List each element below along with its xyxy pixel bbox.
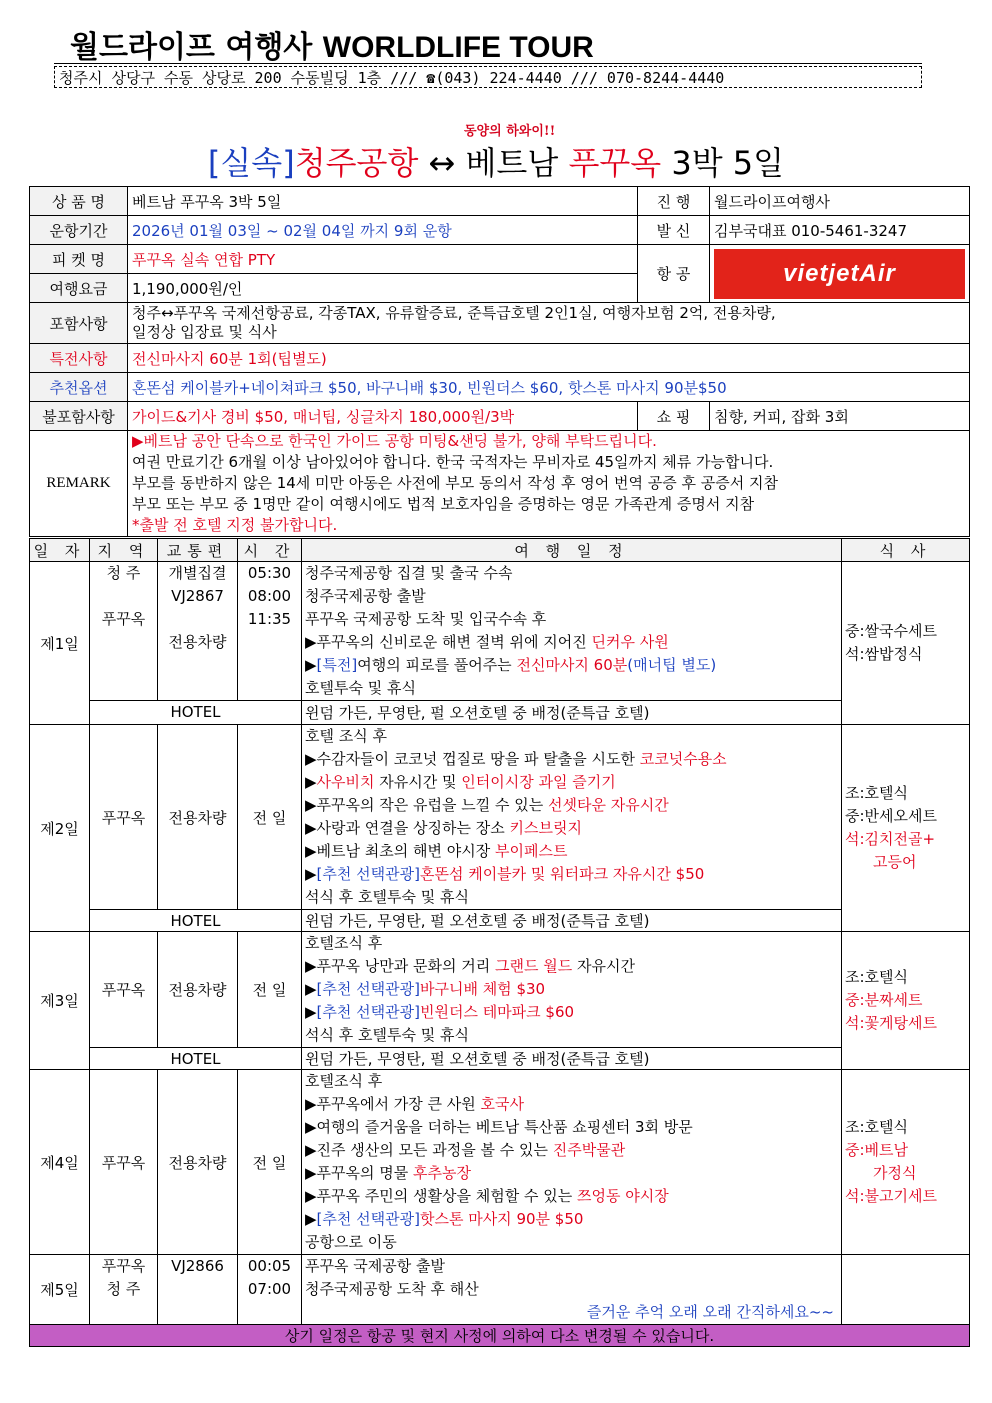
price-value: 1,190,000원/인 [128, 274, 638, 303]
remark-value [128, 431, 970, 537]
day5-meal [842, 1255, 970, 1325]
day3-hotel-row [30, 1048, 970, 1070]
day4-item-7: ▶[추천 선택관광]핫스톤 마사지 90분 $50 [305, 1210, 584, 1228]
header-schedule: 여 행 일 정 [302, 539, 842, 562]
special-label: 특전사항 [30, 344, 128, 373]
vietjet-logo: vietjetAir [714, 249, 965, 299]
product-value: 베트남 푸꾸옥 3박 5일 [128, 187, 638, 216]
day2-item-6: ▶베트남 최초의 해변 야시장 부이페스트 [305, 842, 568, 860]
day1-meal-lunch: 중:쌀국수세트 [845, 622, 937, 640]
agency-name-ko: 월드라이프 여행사 [70, 30, 313, 65]
period-label: 운항기간 [30, 216, 128, 245]
day3-hotel: 윈덤 가든, 무영탄, 펄 오션호텔 중 배정(준특급 호텔) [302, 1048, 842, 1070]
itinerary-table [29, 538, 970, 1347]
day3-meal-lunch: 중:분짜세트 [845, 991, 923, 1009]
day3-item-3: ▶[추천 선택관광]바구니배 체험 $30 [305, 980, 546, 998]
day3-item-4: ▶[추천 선택관광]빈원더스 테마파크 $60 [305, 1003, 575, 1021]
title-origin: 청주공항 [294, 144, 419, 182]
include-line-1: 청주↔푸꾸옥 국제선항공료, 각종TAX, 유류할증료, 준특급호텔 2인1실, 여행자보험 2억, 전용차량, [132, 304, 776, 322]
operator-label: 진 행 [638, 187, 710, 216]
day2-row [30, 725, 970, 910]
airline-label: 항 공 [638, 245, 710, 303]
remark-line-5: *출발 전 호텔 지정 불가합니다. [132, 516, 338, 534]
day1-transport [158, 562, 238, 701]
day4-item-8: 공항으로 이동 [305, 1233, 397, 1251]
day2-hotel-row [30, 910, 970, 932]
day5-region-1: 푸꾸옥 [101, 1257, 146, 1275]
day2-hotel: 윈덤 가든, 무영탄, 펄 오션호텔 중 배정(준특급 호텔) [302, 910, 842, 932]
day2-item-5: ▶사랑과 연결을 상징하는 장소 키스브릿지 [305, 819, 582, 837]
day3-time: 전 일 [238, 932, 302, 1048]
day1-region-1: 청 주 [106, 564, 141, 582]
day4-row [30, 1070, 970, 1255]
day1-item-1: 청주국제공항 집결 및 출국 수속 [305, 564, 513, 582]
day1-trans-1: 개별집결 [168, 564, 227, 582]
title-country: 베트남 [465, 144, 569, 182]
day1-item-3: 푸꾸옥 국제공항 도착 및 입국수속 후 [305, 610, 547, 628]
title-prefix: [실속] [207, 144, 295, 182]
agency-name-en: WORLDLIFE TOUR [322, 31, 594, 64]
day1-item-2: 청주국제공항 출발 [305, 587, 426, 605]
day4-transport: 전용차량 [158, 1070, 238, 1255]
ticket-value: 푸꾸옥 실속 연합 PTY [128, 245, 638, 274]
remark-line-2: 여권 만료기간 6개월 이상 남아있어야 합니다. 한국 국적자는 무비자로 45일까지 체류 가능합니다. [132, 453, 774, 471]
ticket-label: 피 켓 명 [30, 245, 128, 274]
day4-meal-breakfast: 조:호텔식 [845, 1118, 909, 1136]
day3-item-5: 석식 후 호텔투숙 및 휴식 [305, 1026, 469, 1044]
day3-meal-breakfast: 조:호텔식 [845, 968, 909, 986]
product-label: 상 품 명 [30, 187, 128, 216]
day1-trans-3: 전용차량 [168, 633, 227, 651]
day2-item-2: ▶수감자들이 코코넛 껍질로 땅을 파 탈출을 시도한 코코넛수용소 [305, 750, 727, 768]
day3-meal-dinner: 석:꽃게탕세트 [845, 1014, 937, 1032]
day3-row [30, 932, 970, 1048]
header-transport: 교통편 [158, 539, 238, 562]
day4-region: 푸꾸옥 [90, 1070, 158, 1255]
day2-meal-lunch: 중:반세오세트 [845, 807, 937, 825]
title-dest: 푸꾸옥 [568, 144, 662, 182]
day4-item-5: ▶푸꾸옥의 명물 후추농장 [305, 1164, 471, 1182]
day1-trans-2: VJ2867 [171, 587, 224, 605]
title-arrow: ↔ [418, 144, 466, 182]
day2-region: 푸꾸옥 [90, 725, 158, 910]
closing-message: 즐거운 추억 오래 오래 간직하세요~~ [586, 1303, 834, 1321]
day5-schedule [302, 1255, 842, 1325]
option-label: 추천옵션 [30, 373, 128, 402]
day4-time: 전 일 [238, 1070, 302, 1255]
footer-notice: 상기 일정은 항공 및 현지 사정에 의하여 다소 변경될 수 있습니다. [30, 1325, 970, 1347]
day2-item-3: ▶사우비치 자유시간 및 인터이시장 과일 즐기기 [305, 773, 616, 791]
day2-meal-dinner: 석:김치전골+ [845, 830, 936, 848]
day4-meal-lunch: 중:베트남 [845, 1141, 909, 1159]
day3-label: 제3일 [30, 932, 90, 1070]
day1-hotel-label: HOTEL [90, 701, 302, 725]
day4-meal [842, 1070, 970, 1255]
day3-transport: 전용차량 [158, 932, 238, 1048]
day1-hotel-row [30, 701, 970, 725]
agency-title [70, 22, 594, 66]
day2-hotel-label: HOTEL [90, 910, 302, 932]
day3-region: 푸꾸옥 [90, 932, 158, 1048]
day1-schedule [302, 562, 842, 701]
shopping-label: 쇼 핑 [638, 402, 710, 431]
day5-times [238, 1255, 302, 1325]
airline-cell [710, 245, 970, 303]
day1-time-2: 08:00 [247, 587, 292, 605]
tour-info-table [29, 186, 970, 537]
day2-item-7: ▶[추천 선택관광]혼똔섬 케이블카 및 워터파크 자유시간 $50 [305, 865, 705, 883]
price-label: 여행요금 [30, 274, 128, 303]
day3-meal [842, 932, 970, 1070]
agency-address: 청주시 상당구 수동 상당로 200 수동빌딩 1층 /// ☎(043) 224-4440 /// 070-8244-4440 [54, 66, 922, 88]
page-title [0, 138, 992, 184]
include-label: 포함사항 [30, 303, 128, 344]
remark-label: REMARK [30, 431, 128, 537]
include-value [128, 303, 970, 344]
day1-time-1: 05:30 [247, 564, 292, 582]
header-day: 일 자 [30, 539, 90, 562]
special-value: 전신마사지 60분 1회(팁별도) [128, 344, 970, 373]
day5-time-1: 00:05 [247, 1257, 292, 1275]
day5-region-2: 청 주 [106, 1280, 141, 1298]
day1-meal [842, 562, 970, 725]
day4-item-3: ▶여행의 즐거움을 더하는 베트남 특산품 쇼핑센터 3회 방문 [305, 1118, 693, 1136]
day2-meal-breakfast: 조:호텔식 [845, 784, 909, 802]
day1-item-6: 호텔투숙 및 휴식 [305, 679, 416, 697]
day3-item-2: ▶푸꾸옥 낭만과 문화의 거리 그랜드 월드 자유시간 [305, 957, 635, 975]
sender-value: 김부국대표 010-5461-3247 [710, 216, 970, 245]
day4-label: 제4일 [30, 1070, 90, 1255]
day4-item-1: 호텔조식 후 [305, 1072, 383, 1090]
day4-item-4: ▶진주 생산의 모든 과정을 볼 수 있는 진주박물관 [305, 1141, 626, 1159]
day4-schedule [302, 1070, 842, 1255]
day1-item-4: ▶푸꾸옥의 신비로운 해변 절벽 위에 지어진 딘커우 사원 [305, 633, 669, 651]
footer-row [30, 1325, 970, 1347]
day5-row [30, 1255, 970, 1325]
day2-item-4: ▶푸꾸옥의 작은 유럽을 느낄 수 있는 선셋타운 자유시간 [305, 796, 669, 814]
day4-item-6: ▶푸꾸옥 주민의 생활상을 체험할 수 있는 쯔엉동 야시장 [305, 1187, 669, 1205]
exclude-label: 불포함사항 [30, 402, 128, 431]
slogan: 동양의 하와이!! [464, 124, 556, 139]
day5-item-2: 청주국제공항 도착 후 해산 [305, 1280, 479, 1298]
remark-line-3: 부모를 동반하지 않은 14세 미만 아동은 사전에 부모 동의서 작성 후 영어 번역 공증 후 공증서 지참 [132, 474, 778, 492]
day1-times [238, 562, 302, 701]
day1-row [30, 562, 970, 701]
day3-schedule [302, 932, 842, 1048]
day3-item-1: 호텔조식 후 [305, 934, 383, 952]
day5-item-1: 푸꾸옥 국제공항 출발 [305, 1257, 445, 1275]
day1-region-2: 푸꾸옥 [101, 610, 146, 628]
day2-transport: 전용차량 [158, 725, 238, 910]
header-meal: 식 사 [842, 539, 970, 562]
day2-item-8: 석식 후 호텔투숙 및 휴식 [305, 888, 469, 906]
title-duration: 3박 5일 [661, 144, 785, 182]
period-value: 2026년 01월 03일 ~ 02월 04일 까지 9회 운항 [128, 216, 638, 245]
day1-label: 제1일 [30, 562, 90, 725]
day2-item-1: 호텔 조식 후 [305, 727, 387, 745]
header-time: 시 간 [238, 539, 302, 562]
remark-line-4: 부모 또는 부모 중 1명만 같이 여행시에도 법적 보호자임을 증명하는 영문 가족관계 증명서 지참 [132, 495, 755, 513]
day2-meal-dinner-2: 고등어 [873, 853, 917, 871]
header-region: 지 역 [90, 539, 158, 562]
itinerary-header [30, 539, 970, 562]
day1-region [90, 562, 158, 701]
day4-meal-lunch-2: 가정식 [873, 1164, 917, 1182]
day5-transport [158, 1255, 238, 1325]
day2-label: 제2일 [30, 725, 90, 932]
day1-item-5: ▶[특전]여행의 피로를 풀어주는 전신마사지 60분(매너팁 별도) [305, 656, 717, 674]
day5-trans: VJ2866 [171, 1257, 224, 1275]
operator-value: 월드라이프여행사 [710, 187, 970, 216]
day4-meal-dinner: 석:불고기세트 [845, 1187, 937, 1205]
day2-meal [842, 725, 970, 932]
day2-time: 전 일 [238, 725, 302, 910]
day1-meal-dinner: 석:쌈밥정식 [845, 645, 923, 663]
remark-line-1: ▶베트남 공안 단속으로 한국인 가이드 공항 미팅&샌딩 불가, 양해 부탁드립니다. [132, 432, 657, 450]
include-line-2: 일정상 입장료 및 식사 [132, 323, 277, 341]
day2-schedule [302, 725, 842, 910]
day4-item-2: ▶푸꾸옥에서 가장 큰 사원 호국사 [305, 1095, 524, 1113]
day5-time-2: 07:00 [247, 1280, 292, 1298]
option-value: 혼똔섬 케이블카+네이쳐파크 $50, 바구니배 $30, 빈원더스 $60, 핫스톤 마사지 90분$50 [128, 373, 970, 402]
day5-label: 제5일 [30, 1255, 90, 1325]
sender-label: 발 신 [638, 216, 710, 245]
exclude-value: 가이드&기사 경비 $50, 매너팁, 싱글차지 180,000원/3박 [128, 402, 638, 431]
day1-hotel: 윈덤 가든, 무영탄, 펄 오션호텔 중 배정(준특급 호텔) [302, 701, 842, 725]
day1-time-3: 11:35 [247, 610, 292, 628]
day5-region [90, 1255, 158, 1325]
shopping-value: 침향, 커피, 잡화 3회 [710, 402, 970, 431]
header-rule [54, 63, 922, 64]
day3-hotel-label: HOTEL [90, 1048, 302, 1070]
